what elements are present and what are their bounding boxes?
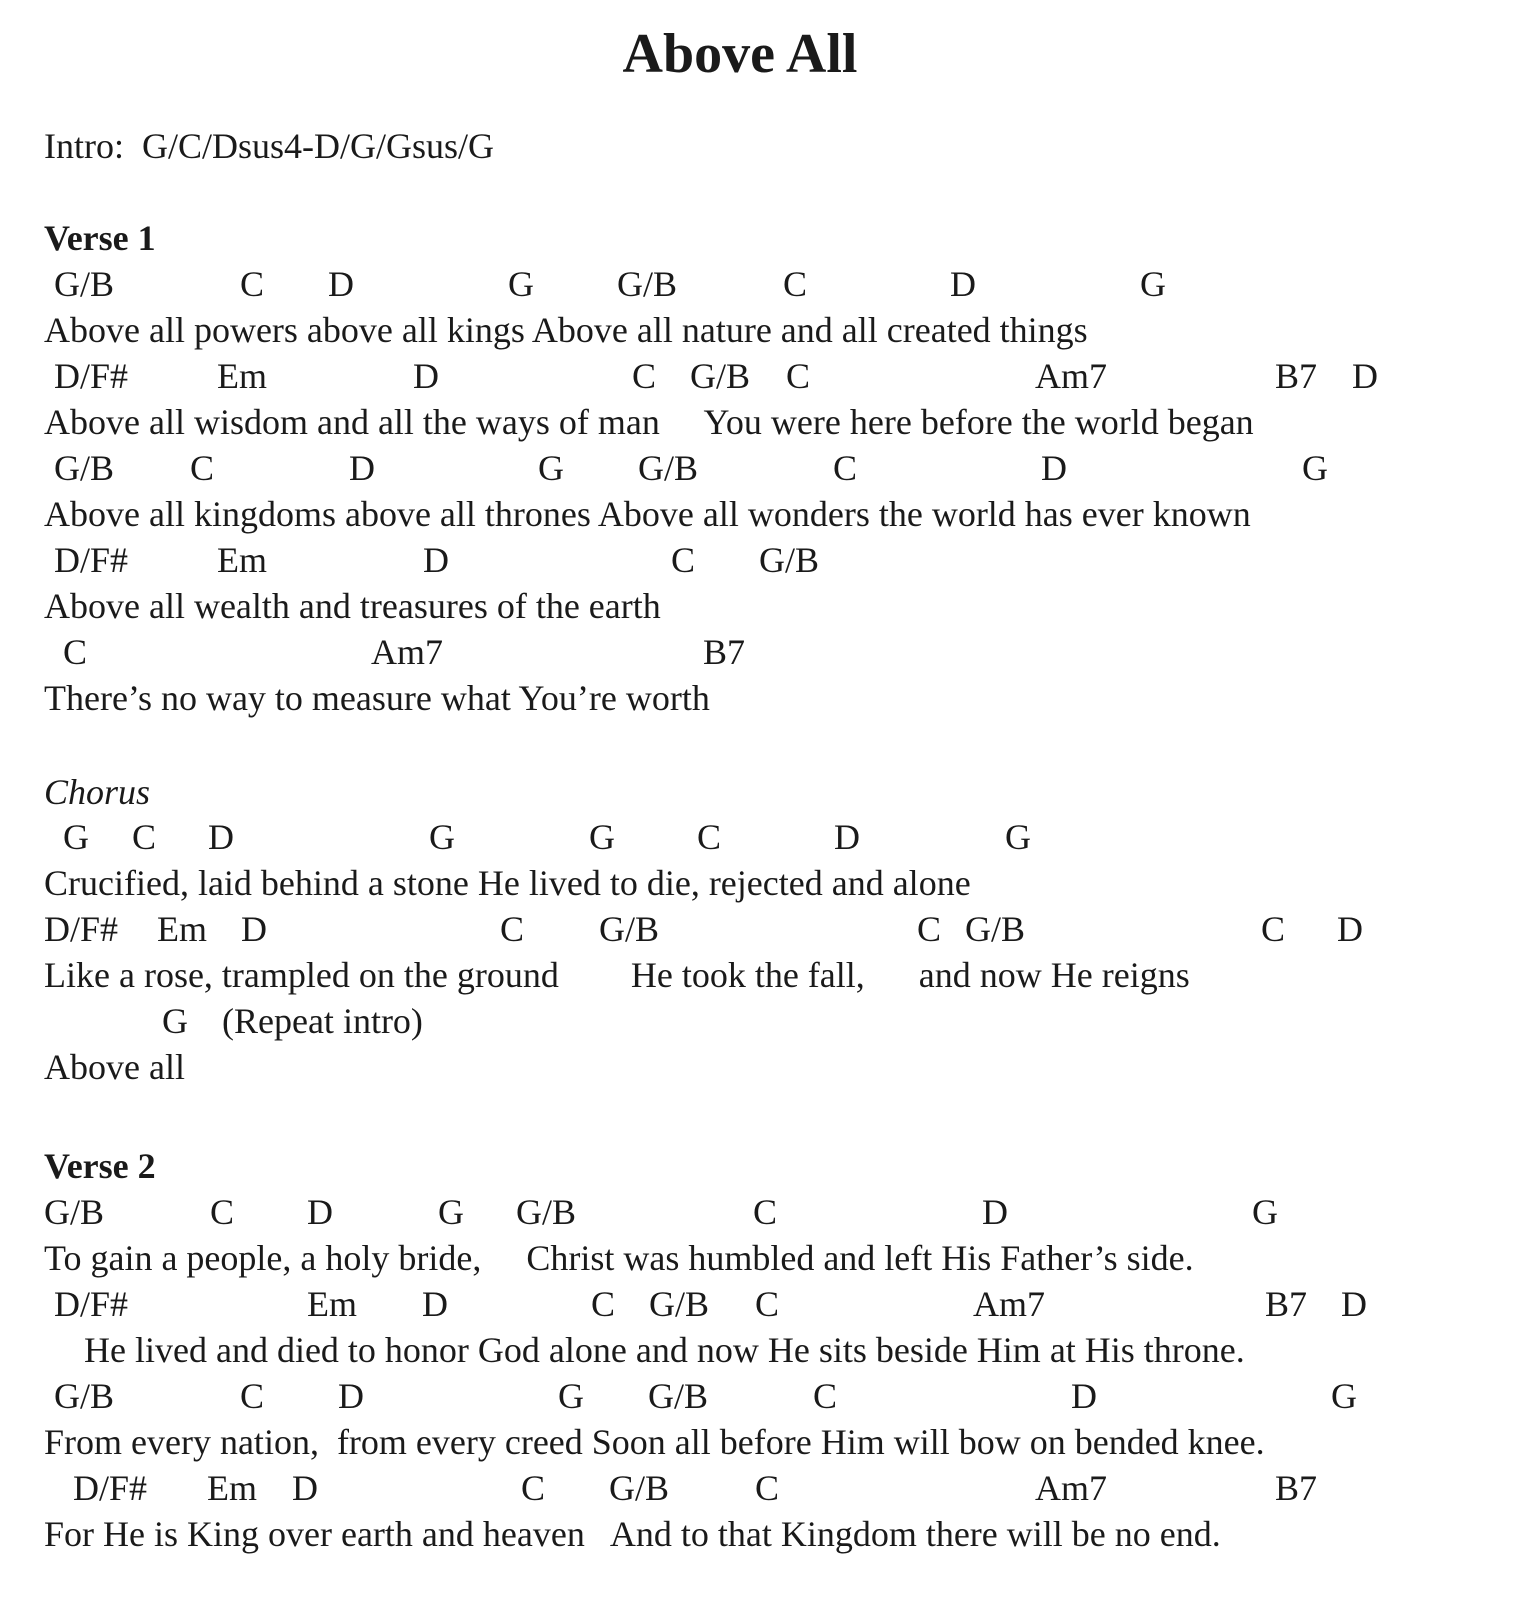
chord: G/B <box>599 909 660 949</box>
chord: Em <box>217 356 267 396</box>
chord: D <box>208 817 234 857</box>
repeat-intro-note: (Repeat intro) <box>222 1001 423 1041</box>
chord: C <box>755 1284 780 1324</box>
chord: D <box>307 1192 333 1232</box>
chord: C <box>1261 909 1286 949</box>
chord: C <box>240 1376 265 1416</box>
chord: G/B <box>638 448 699 488</box>
chord: G <box>438 1192 464 1232</box>
lyric-line: Above all powers above all kings Above all nature and all created things <box>44 310 1088 350</box>
chord: G <box>162 1001 188 1041</box>
chord: Em <box>307 1284 357 1324</box>
chord: C <box>753 1192 778 1232</box>
chord: B7 <box>1275 1468 1318 1508</box>
chord: C <box>755 1468 780 1508</box>
chord: C <box>190 448 215 488</box>
chord: D <box>328 264 354 304</box>
lyric-line: From every nation, from every creed Soon all before Him will bow on bended knee. <box>44 1422 1265 1462</box>
verse-2-heading: Verse 2 <box>44 1146 156 1186</box>
chord-row <box>0 538 1519 582</box>
chord: D <box>950 264 976 304</box>
chord: D <box>292 1468 318 1508</box>
chord: D <box>241 909 267 949</box>
chord-row <box>0 446 1519 490</box>
chord-row <box>0 354 1519 398</box>
chord: C <box>63 632 88 672</box>
lyric-line: Crucified, laid behind a stone He lived to die, rejected and alone <box>44 863 971 903</box>
chord: C <box>697 817 722 857</box>
chord: D <box>422 1284 448 1324</box>
chorus-heading: Chorus <box>44 772 151 812</box>
chord: G <box>558 1376 584 1416</box>
chord: D/F# <box>54 1284 129 1324</box>
chord: D <box>1071 1376 1097 1416</box>
chord: C <box>786 356 811 396</box>
chord: D/F# <box>54 540 129 580</box>
chord: G <box>538 448 564 488</box>
chord: Em <box>217 540 267 580</box>
chord: G <box>1005 817 1031 857</box>
lyric-line: To gain a people, a holy bride, Christ was humbled and left His Father’s side. <box>44 1238 1194 1278</box>
chord: D <box>834 817 860 857</box>
chord: Am7 <box>1035 1468 1107 1508</box>
chord-row <box>0 907 1519 951</box>
chord: D <box>1337 909 1363 949</box>
chord: B7 <box>1275 356 1318 396</box>
chord-row <box>0 1282 1519 1326</box>
chord: D <box>1341 1284 1367 1324</box>
chord-row <box>0 1374 1519 1418</box>
chord: D/F# <box>73 1468 148 1508</box>
chord: G/B <box>759 540 820 580</box>
chord: G/B <box>649 1284 710 1324</box>
chord: G/B <box>54 1376 115 1416</box>
lyric-line: Above all <box>44 1047 185 1087</box>
chord: B7 <box>1265 1284 1308 1324</box>
chord: G/B <box>690 356 751 396</box>
chord: D <box>338 1376 364 1416</box>
chord: G <box>589 817 615 857</box>
lyric-line: Above all kingdoms above all thrones Above all wonders the world has ever known <box>44 494 1251 534</box>
chord: G/B <box>54 448 115 488</box>
chord-row <box>0 999 1519 1043</box>
song-title: Above All <box>622 23 858 85</box>
chord: D <box>982 1192 1008 1232</box>
chord: Am7 <box>1035 356 1107 396</box>
chord: C <box>240 264 265 304</box>
chord: D <box>413 356 439 396</box>
chord: D/F# <box>44 909 119 949</box>
chord-row <box>0 1466 1519 1510</box>
chord: G/B <box>648 1376 709 1416</box>
chord: Em <box>207 1468 257 1508</box>
chord: C <box>521 1468 546 1508</box>
chord: G <box>1140 264 1166 304</box>
chord-row <box>0 262 1519 306</box>
chord: C <box>833 448 858 488</box>
chord: Am7 <box>371 632 443 672</box>
chord: B7 <box>703 632 746 672</box>
chord: C <box>917 909 942 949</box>
chord: D <box>423 540 449 580</box>
chord-row <box>0 815 1519 859</box>
chord: C <box>500 909 525 949</box>
lyric-line: There’s no way to measure what You’re worth <box>44 678 710 718</box>
chord: G <box>63 817 89 857</box>
lyric-line: For He is King over earth and heaven And to that Kingdom there will be no end. <box>44 1514 1221 1554</box>
chord: Em <box>157 909 207 949</box>
chord: D <box>1352 356 1378 396</box>
chord: G <box>429 817 455 857</box>
chord: C <box>813 1376 838 1416</box>
chord: Am7 <box>973 1284 1045 1324</box>
chord: G <box>1252 1192 1278 1232</box>
chord: C <box>632 356 657 396</box>
chord: G/B <box>54 264 115 304</box>
chord: G/B <box>44 1192 105 1232</box>
chord: G/B <box>617 264 678 304</box>
lyric-line: Above all wealth and treasures of the earth <box>44 586 661 626</box>
chord: G/B <box>609 1468 670 1508</box>
chord: C <box>783 264 808 304</box>
chord: D <box>349 448 375 488</box>
lyric-line: Like a rose, trampled on the ground He took the fall, and now He reigns <box>44 955 1190 995</box>
chord: C <box>591 1284 616 1324</box>
chord: G <box>508 264 534 304</box>
chord: D <box>1041 448 1067 488</box>
lyric-line: Above all wisdom and all the ways of man You were here before the world began <box>44 402 1254 442</box>
chord: C <box>210 1192 235 1232</box>
chord: D/F# <box>54 356 129 396</box>
chord: C <box>132 817 157 857</box>
intro-line: Intro: G/C/Dsus4-D/G/Gsus/G <box>44 126 495 166</box>
chord: C <box>671 540 696 580</box>
chord: G <box>1331 1376 1357 1416</box>
chord-row <box>0 630 1519 674</box>
verse-1-heading: Verse 1 <box>44 218 156 258</box>
chord: G/B <box>516 1192 577 1232</box>
lyric-line: He lived and died to honor God alone and now He sits beside Him at His throne. <box>84 1330 1245 1370</box>
chord: G/B <box>965 909 1026 949</box>
chord: G <box>1302 448 1328 488</box>
chord-row <box>0 1190 1519 1234</box>
